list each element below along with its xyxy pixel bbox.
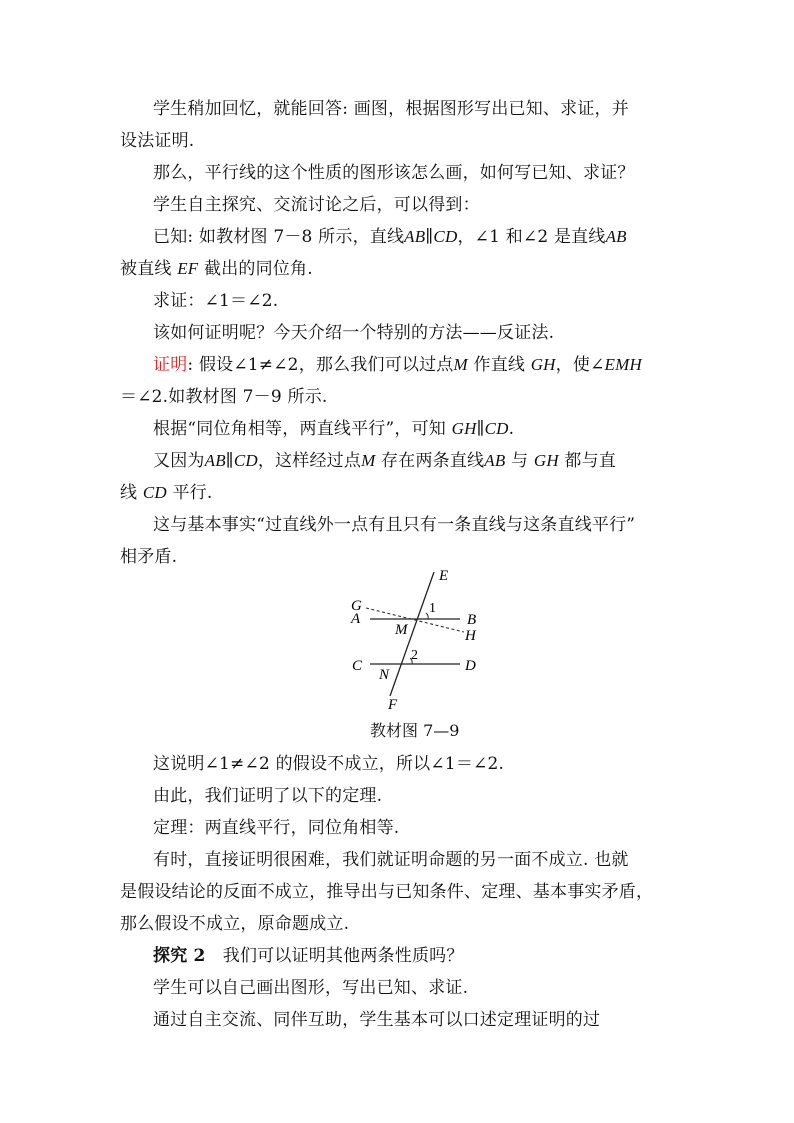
paragraph-peer bbox=[153, 1009, 713, 1031]
text: 定理：两直线平行，同位角相等. bbox=[153, 818, 400, 838]
text: 由此，我们证明了以下的定理. bbox=[153, 786, 383, 806]
math-var: AB bbox=[484, 451, 506, 470]
text: 这说明∠1≠∠2 的假设不成立，所以∠1＝∠2. bbox=[153, 754, 505, 774]
parallel-symbol: ∥ bbox=[425, 227, 434, 247]
math-var: GH bbox=[530, 355, 556, 374]
math-var: GH bbox=[451, 419, 477, 438]
paragraph-indirect bbox=[153, 849, 713, 871]
math-var: CD bbox=[433, 227, 458, 246]
paragraph-because bbox=[153, 450, 713, 472]
paragraph-corresponding bbox=[153, 418, 713, 440]
paragraph-method bbox=[153, 322, 713, 344]
text: 存在两条直线 bbox=[375, 451, 485, 471]
paragraph-because-cont bbox=[120, 482, 680, 504]
math-var: M bbox=[453, 355, 468, 374]
label-h: H bbox=[465, 628, 476, 644]
text: 这与基本事实“过直线外一点有且只有一条直线与这条直线平行” bbox=[153, 515, 636, 535]
label-a: A bbox=[351, 611, 361, 627]
text: 有时，直接证明很困难，我们就证明命题的另一面不成立. 也就 bbox=[153, 850, 629, 870]
paragraph-draw bbox=[153, 977, 713, 999]
figure-svg bbox=[340, 562, 500, 714]
text: ，这样经过点 bbox=[257, 451, 362, 471]
text: 那么，平行线的这个性质的图形该怎么画，如何写已知、求证？ bbox=[153, 163, 635, 183]
text: 又因为 bbox=[153, 451, 205, 471]
math-var: AB bbox=[605, 227, 627, 246]
parallel-symbol: ∥ bbox=[476, 419, 485, 439]
text: 平行. bbox=[166, 483, 213, 503]
label-f: F bbox=[388, 697, 398, 713]
text: 根据“同位角相等，两直线平行”，可知 bbox=[153, 419, 452, 439]
paragraph-proof bbox=[153, 354, 713, 376]
math-var: EF bbox=[177, 259, 199, 278]
paragraph-prove bbox=[153, 290, 713, 312]
paragraph-given-cont bbox=[120, 258, 680, 280]
math-var: CD bbox=[233, 451, 258, 470]
text: 学生可以自己画出图形，写出已知、求证. bbox=[153, 978, 469, 998]
text: 与 bbox=[505, 451, 534, 471]
paragraph-recall-cont bbox=[120, 130, 680, 152]
paragraph-question bbox=[153, 162, 713, 184]
parallel-symbol: ∥ bbox=[225, 451, 234, 471]
text: ，使∠ bbox=[555, 355, 605, 375]
text: 设法证明. bbox=[120, 131, 195, 151]
paragraph-conclusion bbox=[153, 753, 713, 775]
paragraph-therefore bbox=[153, 785, 713, 807]
text: 作直线 bbox=[467, 355, 531, 375]
math-var: EMH bbox=[604, 355, 642, 374]
paragraph-indirect-cont1 bbox=[120, 881, 680, 903]
text: 学生自主探究、交流讨论之后，可以得到： bbox=[153, 195, 480, 215]
text: 该如何证明呢？今天介绍一个特别的方法——反证法. bbox=[153, 323, 555, 343]
text: 我们可以证明其他两条性质吗？ bbox=[205, 946, 464, 966]
explore-label: 探究 2 bbox=[153, 946, 206, 966]
text: : 假设∠1≠∠2，那么我们可以过点 bbox=[187, 355, 454, 375]
text: 被直线 bbox=[120, 259, 178, 279]
label-e: E bbox=[439, 568, 449, 584]
math-var: AB bbox=[204, 451, 226, 470]
text: 那么假设不成立，原命题成立. bbox=[120, 914, 350, 934]
label-angle-1: 1 bbox=[429, 601, 436, 616]
paragraph-explore bbox=[153, 194, 713, 216]
angle-1-arc bbox=[426, 613, 428, 619]
text: 都与直 bbox=[558, 451, 617, 471]
math-var: AB bbox=[404, 227, 426, 246]
paragraph-explore2 bbox=[153, 945, 713, 967]
text: 通过自主交流、同伴互助，学生基本可以口述定理证明的过 bbox=[153, 1010, 601, 1030]
paragraph-given bbox=[153, 226, 713, 248]
geometry-figure bbox=[340, 562, 500, 714]
proof-label: 证明 bbox=[153, 355, 188, 375]
label-m: M bbox=[395, 622, 408, 638]
label-angle-2: 2 bbox=[411, 648, 418, 663]
text: 截出的同位角. bbox=[198, 259, 313, 279]
text: 已知: 如教材图 7－8 所示，直线 bbox=[153, 227, 405, 247]
paragraph-recall bbox=[153, 98, 713, 120]
label-c: C bbox=[352, 658, 363, 674]
text: ，∠1 和∠2 是直线 bbox=[457, 227, 606, 247]
text: 线 bbox=[120, 483, 143, 503]
math-var: CD bbox=[142, 483, 167, 502]
label-b: B bbox=[467, 612, 477, 628]
math-var: M bbox=[361, 451, 376, 470]
text: . bbox=[508, 419, 515, 439]
label-n: N bbox=[379, 667, 390, 683]
text: 相矛盾. bbox=[120, 547, 178, 567]
line-gh bbox=[366, 608, 464, 632]
label-d: D bbox=[465, 658, 476, 674]
text: 求证：∠1＝∠2. bbox=[153, 291, 279, 311]
text: 是假设结论的反面不成立，推导出与已知条件、定理、基本事实矛盾， bbox=[120, 882, 654, 902]
paragraph-indirect-cont2 bbox=[120, 913, 680, 935]
paragraph-contradiction bbox=[153, 514, 713, 536]
figure-caption: 教材图 7—9 bbox=[370, 721, 460, 740]
text: 学生稍加回忆，就能回答: 画图，根据图形写出已知、求证，并 bbox=[153, 99, 629, 119]
math-var: CD bbox=[484, 419, 509, 438]
paragraph-proof-cont bbox=[120, 386, 680, 408]
math-var: GH bbox=[533, 451, 559, 470]
label-g: G bbox=[351, 598, 362, 614]
text: ＝∠2.如教材图 7－9 所示. bbox=[120, 387, 328, 407]
paragraph-theorem bbox=[153, 817, 713, 839]
